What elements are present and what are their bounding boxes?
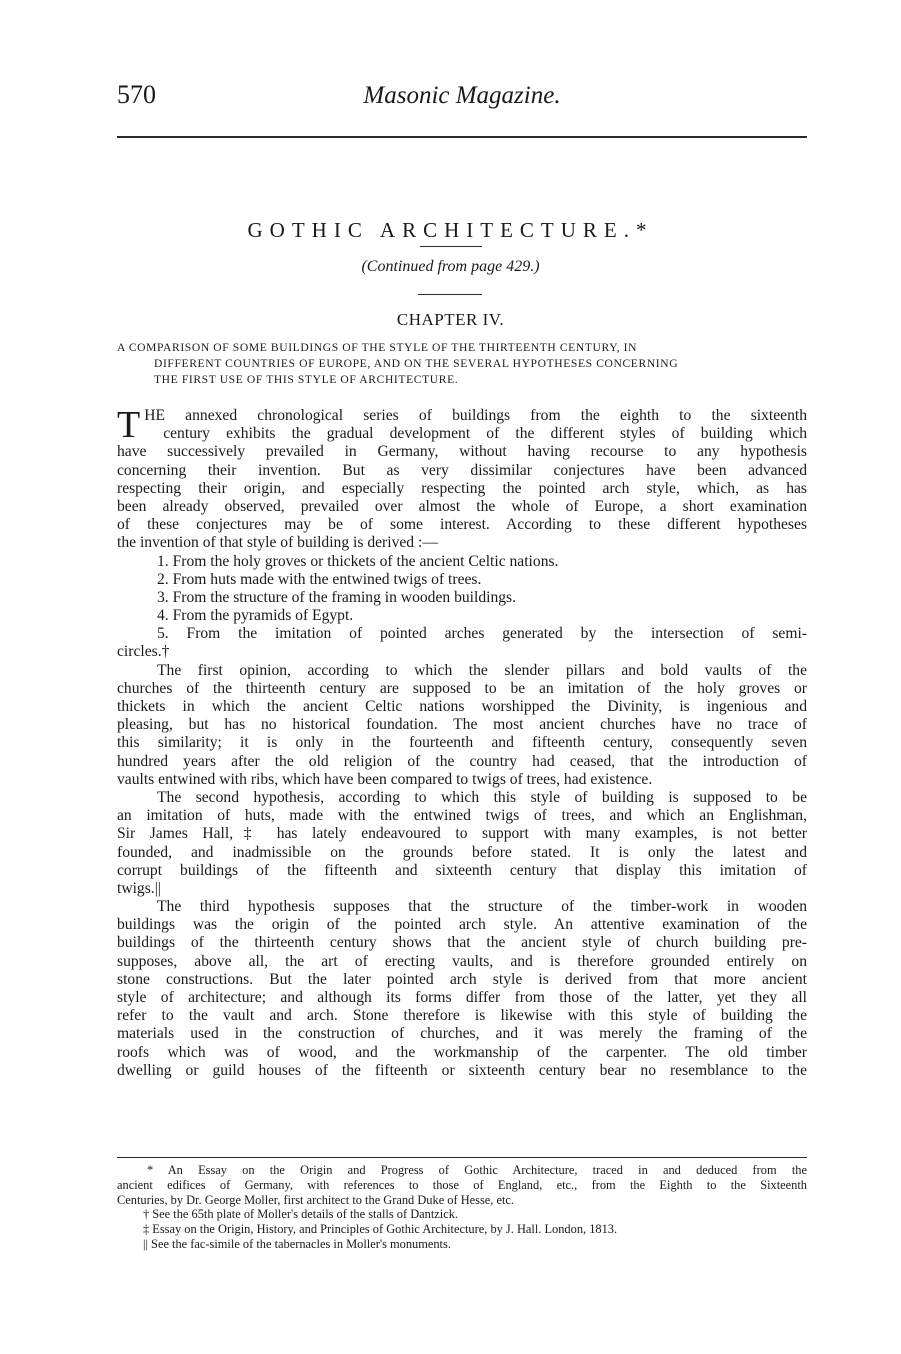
continued-note: (Continued from page 429.) [361, 258, 540, 275]
body-line: stone constructions. But the later pointed arch style is derived from that more ancient [117, 970, 807, 988]
footnote-line: Centuries, by Dr. George Moller, first architect to the Grand Duke of Hesse, etc. [117, 1192, 515, 1207]
body-line: 3. From the structure of the framing in wooden buildings. [157, 588, 517, 606]
body-line: HE annexed chronological series of buildings from the eighth to the sixteenth [144, 407, 807, 424]
body-line: century exhibits the gradual development of the different styles of building which [163, 425, 807, 443]
body-line: pleasing, but has no historical foundation. The most ancient churches have no trace of [117, 716, 807, 734]
body-line: hundred years after the old religion of the country had ceased, that the introduction of [117, 752, 807, 770]
header-rule [117, 136, 807, 138]
body-line: roofs which was of wood, and the workmanship of the carpenter. The old timber [117, 1043, 807, 1061]
body-line: founded, and inadmissible on the grounds before stated. It is only the latest and [117, 843, 807, 861]
page-number: 570 [117, 80, 156, 109]
summary-line: THE FIRST USE OF THIS STYLE OF ARCHITECTURE. [154, 373, 459, 386]
body-line: The second hypothesis, according to which this style of building is supposed to be [157, 788, 807, 806]
footnote-line: † See the 65th plate of Moller's details of the stalls of Dantzick. [143, 1207, 459, 1222]
body-line: 1. From the holy groves or thickets of the ancient Celtic nations. [157, 552, 559, 570]
body-line: of these conjectures may be of some interest. According to these different hypotheses [117, 516, 807, 534]
body-line: buildings was the origin of the pointed arch style. An attentive examination of the [117, 916, 807, 934]
body-line: circles.† [117, 643, 170, 661]
chapter-heading: CHAPTER IV. [396, 310, 505, 329]
body-line: churches of the thirteenth century are supposed to be an imitation of the holy groves or [117, 679, 807, 697]
continued-divider [418, 294, 482, 295]
body-line: thickets in which the ancient Celtic nations worshipped the Divinity, is ingenious and [117, 698, 807, 715]
body-line: an imitation of huts, made with the entwined twigs of trees, and which an Englishman, [117, 807, 807, 825]
body-line: corrupt buildings of the fifteenth and sixteenth century that display this imitation of [117, 861, 807, 879]
body-line: The third hypothesis supposes that the structure of the timber-work in wooden [157, 898, 807, 916]
footnote-line: ‡ Essay on the Origin, History, and Principles of Gothic Architecture, by J. Hall. London, 1813. [143, 1222, 618, 1237]
body-line: have successively prevailed in Germany, without having recourse to any hypothesis [117, 443, 807, 461]
body-line: refer to the vault and arch. Stone therefore is likewise with this style of building the [117, 1007, 807, 1025]
body-line: 5. From the imitation of pointed arches generated by the intersection of semi- [157, 625, 807, 643]
body-line: buildings of the thirteenth century shows that the ancient style of church building pre- [117, 934, 807, 952]
footnote-rule [117, 1157, 807, 1158]
body-line: twigs.|| [117, 879, 161, 897]
body-line: The first opinion, according to which the slender pillars and bold vaults of the [157, 661, 807, 679]
body-line: materials used in the construction of churches, and it was merely the framing of the [117, 1025, 807, 1043]
body-line: style of architecture; and although its forms differ from those of the latter, yet they all [117, 989, 807, 1006]
summary-line: DIFFERENT COUNTRIES OF EUROPE, AND ON THE SEVERAL HYPOTHESES CONCERNING [154, 357, 679, 370]
body-line: dwelling or guild houses of the fifteenth or sixteenth century bear no resemblance to the [117, 1061, 807, 1079]
body-line: this similarity; it is only in the fourteenth and fifteenth century, consequently seven [117, 734, 807, 752]
chapter-summary [117, 340, 807, 388]
summary-line: A COMPARISON OF SOME BUILDINGS OF THE STYLE OF THE THIRTEENTH CENTURY, IN [117, 341, 638, 354]
body-line: respecting their origin, and especially respecting the pointed arch style, which, as has [117, 479, 807, 497]
body-line: vaults entwined with ribs, which have been compared to twigs of trees, had existence. [117, 770, 653, 788]
drop-cap: T [117, 404, 141, 446]
running-title: Masonic Magazine. [363, 82, 561, 109]
body-line: 4. From the pyramids of Egypt. [157, 607, 354, 625]
body-line: supposes, above all, the art of erecting vaults, and is therefore grounded entirely on [117, 952, 807, 970]
body-line: the invention of that style of building is derived :— [117, 534, 438, 552]
body-line: been already observed, prevailed over almost the whole of Europe, a short examination [117, 497, 807, 515]
footnotes [117, 1163, 807, 1252]
title-divider [420, 246, 482, 247]
body-line: 2. From huts made with the entwined twigs of trees. [157, 570, 482, 588]
article-title: GOTHIC ARCHITECTURE.* [247, 218, 654, 242]
footnote-line: ancient edifices of Germany, with references to those of England, etc., from the Eighth to the Sixteenth [117, 1177, 807, 1192]
footnote-line: || See the fac-simile of the tabernacles in Moller's monuments. [143, 1236, 451, 1251]
footnote-line: * An Essay on the Origin and Progress of Gothic Architecture, traced in and deduced from the [147, 1163, 807, 1177]
page-header [117, 80, 807, 114]
body-line: Sir James Hall,‡ has lately endeavoured to support with many examples, is not better [117, 825, 807, 843]
article-body [117, 404, 807, 1080]
body-line: concerning their invention. But as very dissimilar conjectures have been advanced [117, 461, 807, 479]
